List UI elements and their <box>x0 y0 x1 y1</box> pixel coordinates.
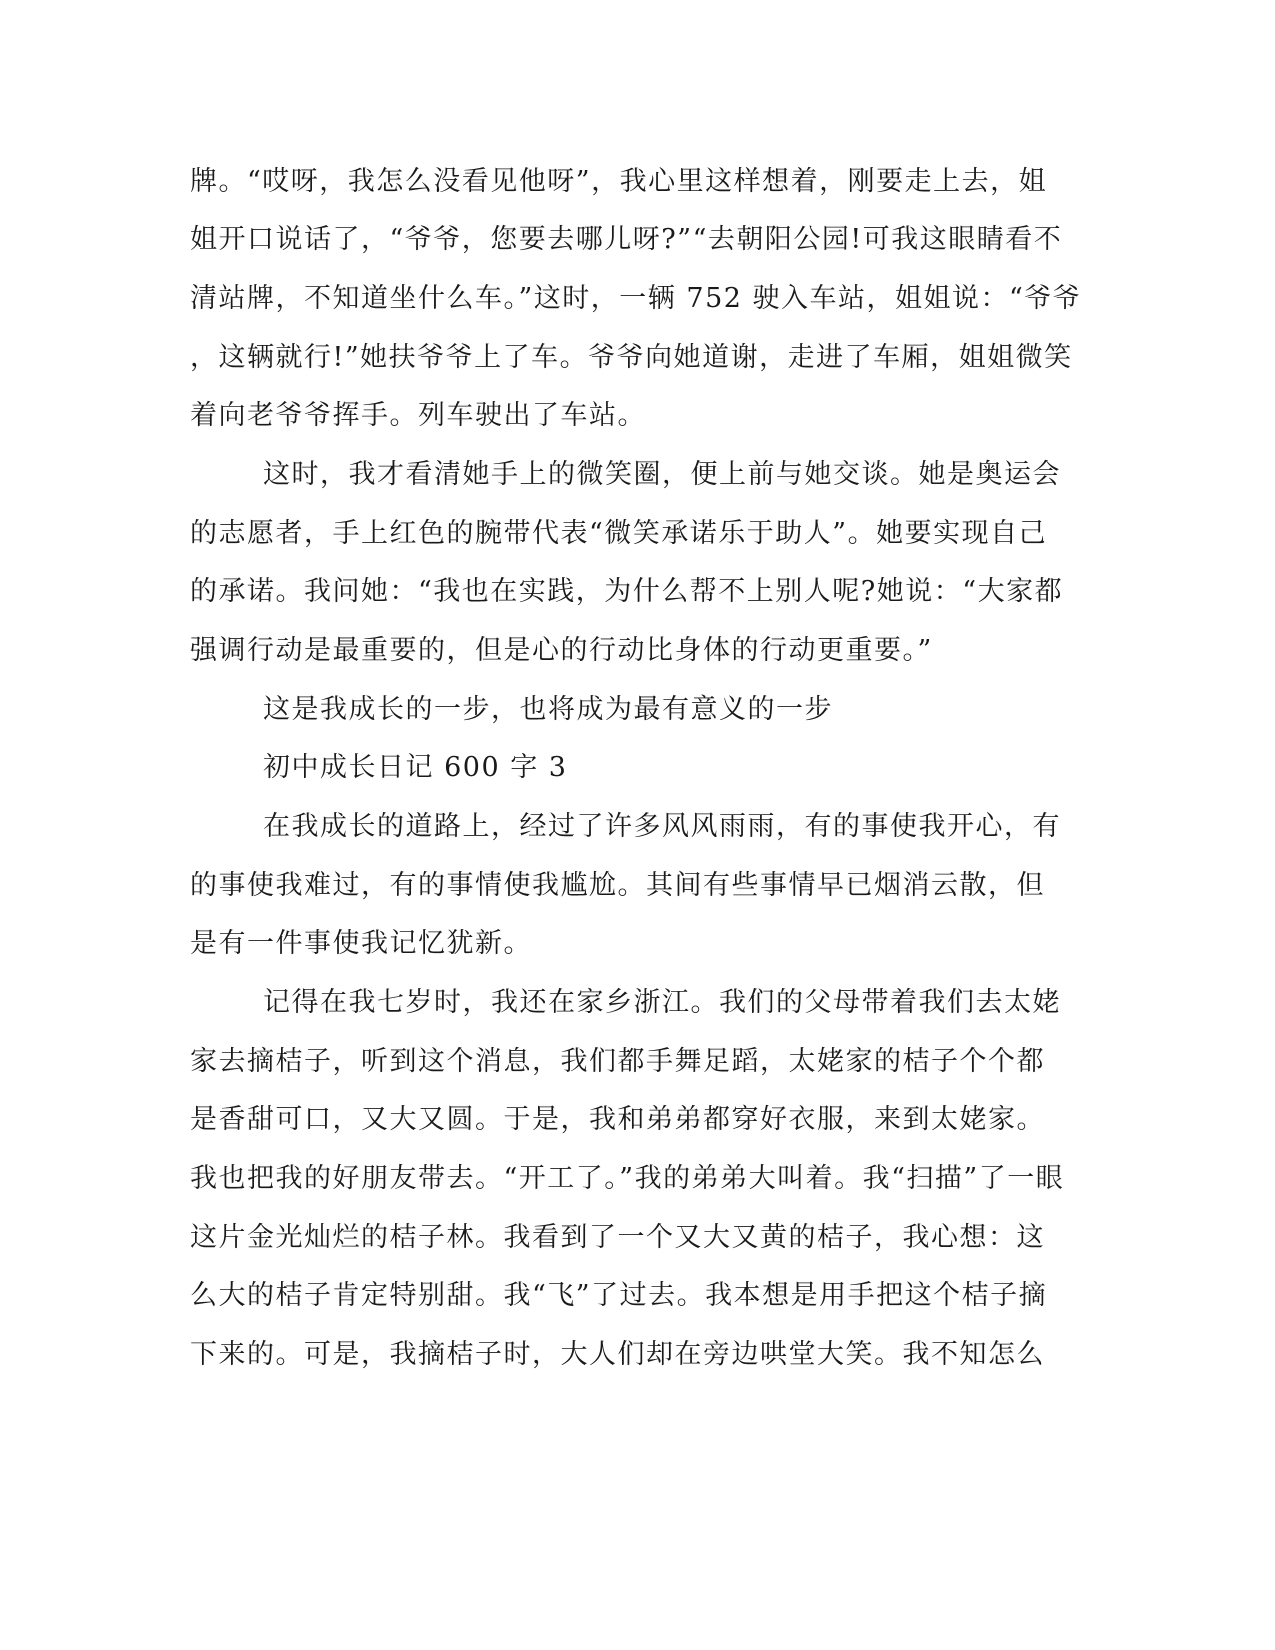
paragraph-start: 这是我成长的一步，也将成为最有意义的一步 <box>263 694 833 725</box>
text-line: 清站牌，不知道坐什么车。”这时，一辆 752 驶入车站，姐姐说：“爷爷 <box>190 283 1082 314</box>
paragraph-start: 在我成长的道路上，经过了许多风风雨雨，有的事使我开心，有 <box>263 811 1061 842</box>
text-line: 的事使我难过，有的事情使我尴尬。其间有些事情早已烟消云散，但 <box>190 870 1045 901</box>
text-line: ，这辆就行!”她扶爷爷上了车。爷爷向她道谢，走进了车厢，姐姐微笑 <box>190 342 1073 373</box>
text-line: 强调行动是最重要的，但是心的行动比身体的行动更重要。” <box>190 635 933 666</box>
text-line: 是有一件事使我记忆犹新。 <box>190 928 532 959</box>
text-line: 牌。“哎呀，我怎么没看见他呀”，我心里这样想着，刚要走上去，姐 <box>190 166 1048 197</box>
paragraph-start: 记得在我七岁时，我还在家乡浙江。我们的父母带着我们去太姥 <box>263 987 1061 1018</box>
section-heading: 初中成长日记 600 字 3 <box>263 752 568 783</box>
text-line: 姐开口说话了，“爷爷，您要去哪儿呀?”“去朝阳公园!可我这眼睛看不 <box>190 224 1063 255</box>
text-line: 着向老爷爷挥手。列车驶出了车站。 <box>190 400 646 431</box>
text-line: 是香甜可口，又大又圆。于是，我和弟弟都穿好衣服，来到太姥家。 <box>190 1104 1045 1135</box>
text-line: 的志愿者，手上红色的腕带代表“微笑承诺乐于助人”。她要实现自己 <box>190 518 1048 549</box>
text-line: 么大的桔子肯定特别甜。我“飞”了过去。我本想是用手把这个桔子摘 <box>190 1280 1048 1311</box>
text-line: 的承诺。我问她：“我也在实践，为什么帮不上别人呢?她说：“大家都 <box>190 576 1064 607</box>
text-line: 我也把我的好朋友带去。“开工了。”我的弟弟大叫着。我“扫描”了一眼 <box>190 1163 1065 1194</box>
paragraph-start: 这时，我才看清她手上的微笑圈，便上前与她交谈。她是奥运会 <box>263 459 1061 490</box>
text-line: 这片金光灿烂的桔子林。我看到了一个又大又黄的桔子，我心想：这 <box>190 1222 1045 1253</box>
text-line: 下来的。可是，我摘桔子时，大人们却在旁边哄堂大笑。我不知怎么 <box>190 1339 1045 1370</box>
text-line: 家去摘桔子，听到这个消息，我们都手舞足蹈，太姥家的桔子个个都 <box>190 1046 1045 1077</box>
